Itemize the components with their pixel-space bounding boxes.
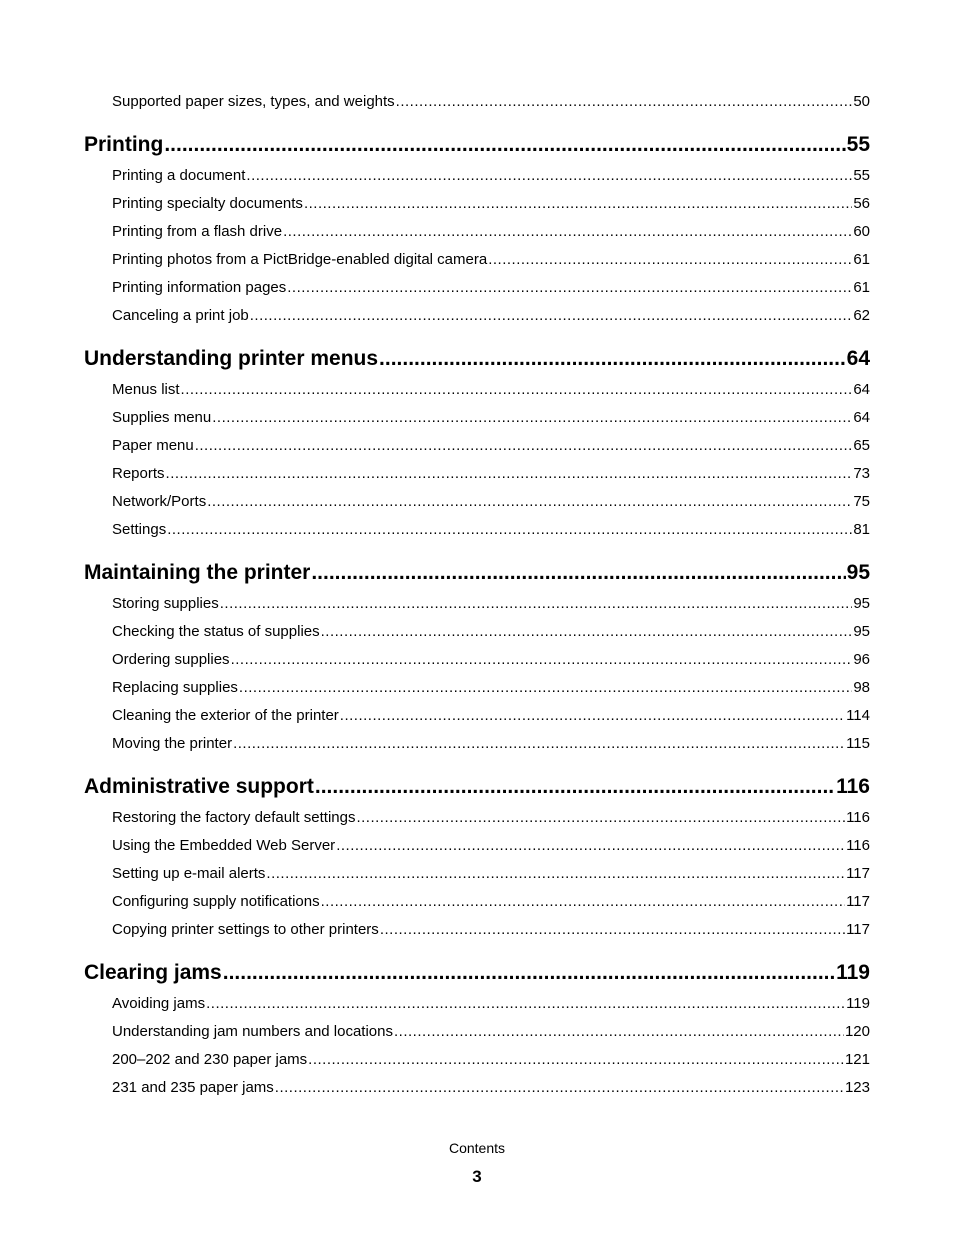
toc-entry-page: 116 [846,837,870,854]
dot-leader [315,770,835,804]
toc-section [84,956,870,1102]
toc-section [84,128,870,330]
toc-heading-title: Printing [84,133,164,156]
toc-entry[interactable] [84,888,870,916]
toc-entry-title: Configuring supply notifications [112,893,320,910]
toc-heading[interactable] [84,556,870,590]
page-number: 3 [472,1167,482,1186]
dot-leader [380,916,845,944]
toc-entry-title: Restoring the factory default settings [112,809,356,826]
dot-leader [231,646,853,674]
toc-entry-page: 62 [853,307,870,324]
toc-entry-title: Menus list [112,381,180,398]
dot-leader [287,274,852,302]
toc-entry-page: 75 [853,493,870,510]
toc-heading-page: 55 [846,133,870,156]
toc-entry-page: 114 [846,707,870,724]
toc-heading-page: 116 [836,775,870,798]
toc-entry[interactable] [84,590,870,618]
toc-entry-title: Printing photos from a PictBridge-enabled digital camera [112,251,488,268]
toc-entry-title: Printing a document [112,167,246,184]
toc-entry[interactable] [84,730,870,758]
toc-heading-page: 119 [836,961,870,984]
toc-entry-title: Settings [112,521,167,538]
toc-entry-page: 96 [853,651,870,668]
dot-leader [379,342,846,376]
toc-entry-page: 55 [853,167,870,184]
dot-leader [311,556,845,590]
toc-heading-page: 64 [846,347,870,370]
toc-entry-title: Printing information pages [112,279,287,296]
toc-entry-title: Supported paper sizes, types, and weights [112,93,395,110]
toc-entry-page: 120 [844,1023,870,1040]
toc-heading-title: Clearing jams [84,961,222,984]
toc-entry-page: 121 [844,1051,870,1068]
toc-entry[interactable] [84,302,870,330]
toc-entry-title: Supplies menu [112,409,212,426]
toc-entry-title: Understanding jam numbers and locations [112,1023,393,1040]
dot-leader [321,888,845,916]
toc-entry-title: Paper menu [112,437,194,454]
toc-entry-page: 61 [853,279,870,296]
toc-section [84,342,870,544]
dot-leader [356,804,845,832]
dot-leader [223,956,835,990]
toc-heading-title: Administrative support [84,775,314,798]
toc-heading-title: Understanding printer menus [84,347,379,370]
toc-entry-title: Canceling a print job [112,307,249,324]
dot-leader [394,1018,844,1046]
dot-leader [166,460,853,488]
toc-entry-page: 56 [853,195,870,212]
toc-entry-title: Setting up e-mail alerts [112,865,266,882]
toc-entry[interactable] [84,1074,870,1102]
toc-entry-page: 115 [846,735,870,752]
toc-heading[interactable] [84,770,870,804]
toc-section [84,556,870,758]
dot-leader [340,702,845,730]
dot-leader [207,488,852,516]
toc-entry-title: Cleaning the exterior of the printer [112,707,339,724]
toc-entry[interactable] [84,488,870,516]
dot-leader [206,990,845,1018]
toc-entry[interactable] [84,618,870,646]
toc-entry[interactable] [84,246,870,274]
toc-entry-title: Printing specialty documents [112,195,303,212]
table-of-contents [84,88,870,1102]
toc-entry[interactable] [84,516,870,544]
toc-heading[interactable] [84,342,870,376]
dot-leader [336,832,845,860]
toc-entry-page: 95 [853,595,870,612]
dot-leader [164,128,845,162]
dot-leader [246,162,852,190]
toc-heading-page: 95 [846,561,870,584]
toc-entry-title: Replacing supplies [112,679,238,696]
toc-entry-page: 81 [853,521,870,538]
toc-entry-page: 123 [844,1079,870,1096]
dot-leader [250,302,853,330]
toc-entry[interactable] [84,88,870,116]
toc-entry[interactable] [84,990,870,1018]
toc-entry[interactable] [84,646,870,674]
dot-leader [396,88,853,116]
toc-entry-title: 200–202 and 230 paper jams [112,1051,308,1068]
dot-leader [239,674,852,702]
toc-entry[interactable] [84,1046,870,1074]
dot-leader [220,590,853,618]
toc-entry-page: 116 [846,809,870,826]
toc-entry[interactable] [84,376,870,404]
toc-entry-title: Network/Ports [112,493,207,510]
toc-entry-title: Reports [112,465,165,482]
toc-entry[interactable] [84,404,870,432]
toc-entry-title: 231 and 235 paper jams [112,1079,274,1096]
toc-heading[interactable] [84,128,870,162]
toc-entry[interactable] [84,1018,870,1046]
toc-entry-page: 117 [846,893,870,910]
toc-entry[interactable] [84,460,870,488]
toc-entry-title: Using the Embedded Web Server [112,837,336,854]
toc-entry-page: 65 [853,437,870,454]
toc-entry[interactable] [84,860,870,888]
toc-heading[interactable] [84,956,870,990]
toc-entry-page: 98 [853,679,870,696]
toc-entry-title: Avoiding jams [112,995,206,1012]
toc-entry[interactable] [84,432,870,460]
toc-entry-page: 60 [853,223,870,240]
toc-entry[interactable] [84,274,870,302]
dot-leader [233,730,845,758]
toc-entry[interactable] [84,218,870,246]
dot-leader [321,618,853,646]
toc-entry-title: Moving the printer [112,735,233,752]
toc-entry[interactable] [84,916,870,944]
toc-entry-title: Ordering supplies [112,651,230,668]
dot-leader [283,218,852,246]
dot-leader [167,516,852,544]
toc-entry[interactable] [84,190,870,218]
dot-leader [275,1074,844,1102]
toc-entry-page: 50 [853,93,870,110]
toc-heading-title: Maintaining the printer [84,561,311,584]
toc-entry-title: Printing from a flash drive [112,223,283,240]
toc-entry[interactable] [84,832,870,860]
toc-entry-page: 73 [853,465,870,482]
toc-entry-page: 64 [853,409,870,426]
dot-leader [308,1046,844,1074]
dot-leader [488,246,852,274]
dot-leader [266,860,845,888]
dot-leader [304,190,852,218]
toc-entry[interactable] [84,804,870,832]
toc-entry-page: 61 [853,251,870,268]
dot-leader [181,376,853,404]
toc-section [84,770,870,944]
toc-entry-page: 64 [853,381,870,398]
toc-entry[interactable] [84,702,870,730]
dot-leader [195,432,853,460]
dot-leader [212,404,852,432]
toc-entry[interactable] [84,674,870,702]
toc-entry-page: 117 [846,921,870,938]
toc-entry-page: 117 [846,865,870,882]
toc-entry-title: Copying printer settings to other printers [112,921,379,938]
toc-entry[interactable] [84,162,870,190]
footer-label: Contents [448,1140,506,1156]
toc-entry-title: Storing supplies [112,595,219,612]
toc-entry-title: Checking the status of supplies [112,623,320,640]
toc-entry-page: 95 [853,623,870,640]
toc-entry-page: 119 [846,995,870,1012]
